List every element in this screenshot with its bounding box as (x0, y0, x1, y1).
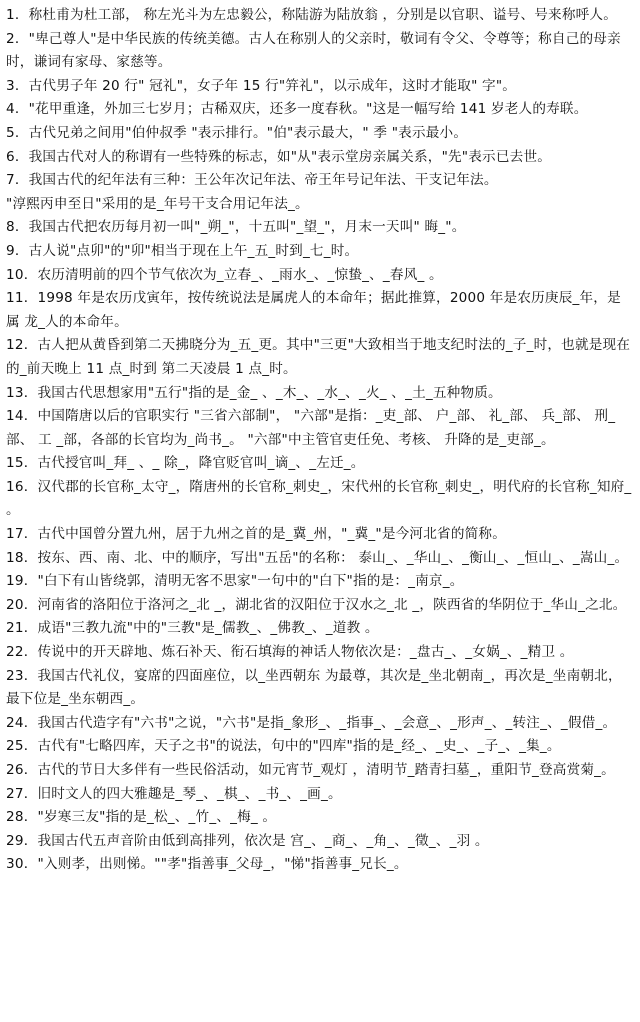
question-item: 21．成语"三教九流"中的"三教"是_儒教_、_佛教_、_道教 。 (6, 620, 379, 637)
question-item: 7．我国古代的纪年法有三种：王公年次记年法、帝王年号记年法、干支记年法。 (6, 172, 498, 189)
question-item: 27．旧时文人的四大雅趣是_琴_、_棋_、_书_、_画_。 (6, 785, 342, 802)
question-item: 13．我国古代思想家用"五行"指的是_金_ 、_木_、_水_、_火_ 、_土_五种物质。 (6, 384, 502, 401)
question-item: 8．我国古代把农历每月初一叫"_朔_"，十五叫"_望_"，月末一天叫" 晦_"。 (6, 219, 466, 236)
question-item: 2．"卑己尊人"是中华民族的传统美德。古人在称别人的父亲时，敬词有令父、令尊等；称自己的母亲时，谦词有家母、家慈等。 (6, 30, 621, 71)
question-item: 9．古人说"点卯"的"卯"相当于现在上午_五_时到_七_时。 (6, 242, 359, 259)
question-item: 16．汉代郡的长官称_太守_，隋唐州的长官称_刺史_，宋代州的长官称_刺史_，明代府的长官称_知府_ 。 (6, 478, 632, 519)
question-item: 1．称杜甫为杜工部， 称左光斗为左忠毅公，称陆游为陆放翁 ，分别是以官职、谥号、号来称呼人。 (6, 7, 618, 23)
question-item: 10．农历清明前的四个节气依次为_立春_、_雨水_、_惊蛰_、_春风_ 。 (6, 266, 443, 283)
question-item: 11．1998 年是农历戊寅年，按传统说法是属虎人的本命年；据此推算，2000 年是农历庚辰_年，是属 龙_人的本命年。 (6, 290, 621, 330)
question-item: 23．我国古代礼仪，宴席的四面座位，以_坐西朝东 为最尊，其次是_坐北朝南_，再次是_坐南朝北，最下位是_坐东朝西_。 (6, 667, 622, 708)
question-item: 30．"入则孝，出则悌。""孝"指善事_父母_，"悌"指善事_兄长_。 (6, 856, 408, 873)
question-item: 17．古代中国曾分置九州，居于九州之首的是_冀_州，"_冀_"是今河北省的简称。 (6, 526, 506, 543)
question-item: 19．"白下有山皆绕郭，清明无客不思家"一句中的"白下"指的是：_南京_。 (6, 573, 464, 590)
question-item: 29．我国古代五声音阶由低到高排列，依次是 宫_、_商_、_角_、_徵_、_羽 。 (6, 832, 489, 849)
question-item: 6．我国古代对人的称谓有一些特殊的标志，如"从"表示堂房亲属关系，"先"表示已去世。 (6, 148, 552, 165)
question-item: 18．按东、西、南、北、中的顺序，写出"五岳"的名称： 泰山_、_华山_、_衡山_、_恒山_、_嵩山_。 (6, 549, 629, 566)
question-item: 5．古代兄弟之间用"伯仲叔季 "表示排行。"伯"表示最大，" 季 "表示最小。 (6, 124, 468, 141)
question-item: 15．古代授官叫_拜_ 、_ 除_，降官贬官叫_谪_、_左迁_。 (6, 455, 365, 472)
question-item: 28．"岁寒三友"指的是_松_、_竹_、_梅_ 。 (6, 809, 277, 826)
question-item: 24．我国古代造字有"六书"之说，"六书"是指_象形_、_指事_、_会意_、_形声_、_转注_、_假借_。 (6, 714, 617, 731)
question-item: 4．"花甲重逢，外加三七岁月；古稀双庆，还多一度春秋。"这是一幅写给 141 岁老人的寿联。 (6, 101, 588, 118)
question-item: 25．古代有"七略四库，天子之书"的说法，句中的"四库"指的是_经_、_史_、_子_、_集_。 (6, 738, 561, 755)
question-item: 12．古人把从黄昏到第二天拂晓分为_五_更。其中"三更"大致相当于地支纪时法的_子_时，也就是现在的_前天晚上 11 点_时到 第二天凌晨 1 点_时。 (6, 337, 631, 377)
question-item: 22．传说中的开天辟地、炼石补天、衔石填海的神话人物依次是：_盘古_、_女娲_、_精卫 。 (6, 644, 574, 661)
question-item: 14．中国隋唐以后的官职实行 "三省六部制"， "六部"是指：_吏_部、 户_部、 礼_部、 兵_部、 刑_部、 工 _部，各部的长官均为_尚书_。 "六部"中主管官吏任免、考核、 升降的是_吏部_。 (6, 408, 616, 448)
question-item: 3．古代男子年 20 行" 冠礼"，女子年 15 行"笄礼"，以示成年，这时才能取" 字"。 (6, 77, 517, 94)
question-item: 26．古代的节日大多伴有一些民俗活动，如元宵节_观灯 ，清明节_踏青扫墓_，重阳节_登高赏菊_。 (6, 762, 615, 778)
question-item: 20．河南省的洛阳位于洛河之_北 _，湖北省的汉阳位于汉水之_北 _，陕西省的华阴位于_华山_之北。 (6, 596, 627, 613)
question-item: "淳熙丙申至日"采用的是_年号干支合用记年法_。 (6, 195, 309, 212)
